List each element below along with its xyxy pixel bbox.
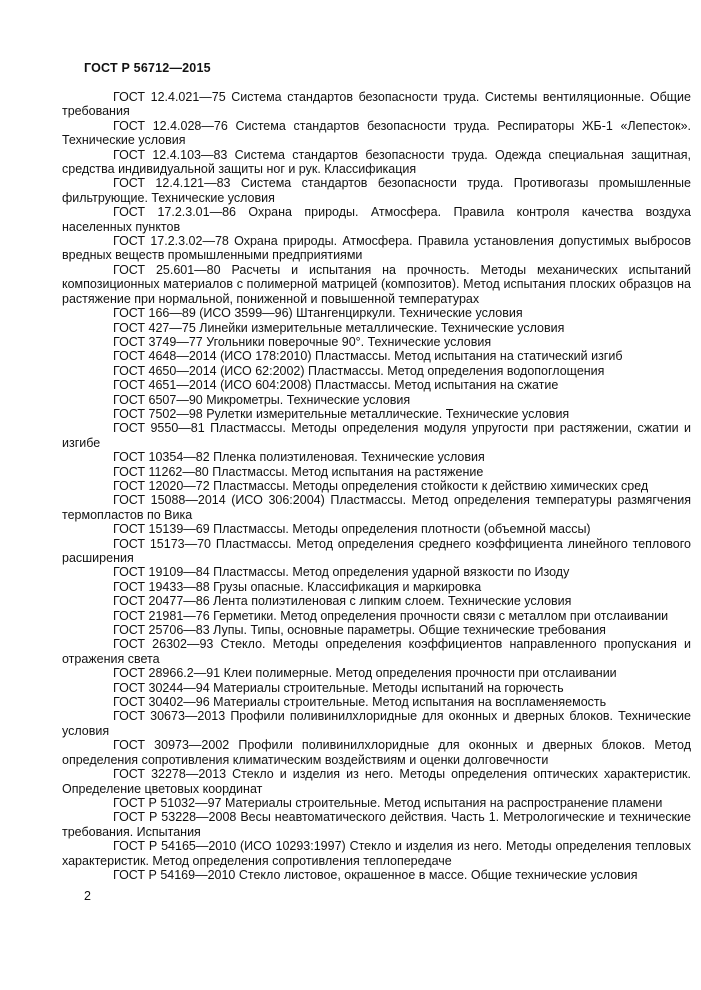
reference-item: ГОСТ Р 51032—97 Материалы строительные. Метод испытания на распространение пламени — [113, 795, 663, 810]
reference-item: ГОСТ 15173—70 Пластмассы. Метод определения среднего коэффициента линейного теплового расширения — [62, 536, 691, 565]
reference-item: ГОСТ 3749—77 Угольники поверочные 90°. Технические условия — [113, 334, 492, 349]
reference-item: ГОСТ 12020—72 Пластмассы. Методы определения стойкости к действию химических сред — [113, 478, 649, 493]
reference-item: ГОСТ Р 54165—2010 (ИСО 10293:1997) Стекло и изделия из него. Методы определения тепловых характеристик. Метод определения сопротивления теплопередаче — [62, 839, 691, 868]
references-list — [62, 90, 691, 882]
reference-item: ГОСТ 4651—2014 (ИСО 604:2008) Пластмассы. Метод испытания на сжатие — [113, 378, 559, 393]
running-header: ГОСТ Р 56712—2015 — [84, 61, 211, 75]
reference-item: ГОСТ 427—75 Линейки измерительные металлические. Технические условия — [113, 320, 565, 335]
reference-item: ГОСТ 10354—82 Пленка полиэтиленовая. Технические условия — [113, 450, 485, 465]
reference-item: ГОСТ 19109—84 Пластмассы. Метод определения ударной вязкости по Изоду — [113, 565, 570, 580]
reference-item: ГОСТ 30673—2013 Профили поливинилхлоридные для оконных и дверных блоков. Технические условия — [62, 709, 691, 738]
reference-item: ГОСТ 20477—86 Лента полиэтиленовая с липким слоем. Технические условия — [113, 594, 572, 609]
reference-item: ГОСТ 26302—93 Стекло. Методы определения коэффициентов направленного пропускания и отражения света — [62, 637, 691, 666]
reference-item: ГОСТ 32278—2013 Стекло и изделия из него. Методы определения оптических характеристик. Определение цветовых координат — [62, 767, 691, 796]
reference-item: ГОСТ 15139—69 Пластмассы. Методы определения плотности (объемной массы) — [113, 522, 591, 537]
reference-item: ГОСТ 17.2.3.02—78 Охрана природы. Атмосфера. Правила установления допустимых выбросов вредных веществ промышленными предприятиями — [62, 234, 691, 263]
reference-item: ГОСТ 11262—80 Пластмассы. Метод испытания на растяжение — [113, 464, 484, 479]
reference-item: ГОСТ 28966.2—91 Клеи полимерные. Метод определения прочности при отслаивании — [113, 666, 617, 681]
reference-item: ГОСТ 15088—2014 (ИСО 306:2004) Пластмассы. Метод определения температуры размягчения термопластов по Вика — [62, 493, 691, 522]
reference-item: ГОСТ Р 53228—2008 Весы неавтоматического действия. Часть 1. Метрологические и технические требования. Испытания — [62, 810, 691, 839]
reference-item: ГОСТ 12.4.103—83 Система стандартов безопасности труда. Одежда специальная защитная, средства индивидуальной защиты ног и рук. Классификация — [62, 147, 691, 177]
reference-item: ГОСТ 12.4.121—83 Система стандартов безопасности труда. Противогазы промышленные фильтрующие. Технические условия — [62, 176, 691, 205]
reference-item: ГОСТ Р 54169—2010 Стекло листовое, окрашенное в массе. Общие технические условия — [113, 867, 638, 882]
reference-item: ГОСТ 12.4.028—76 Система стандартов безопасности труда. Респираторы ЖБ-1 «Лепесток». Технические условия — [62, 118, 691, 148]
reference-item: ГОСТ 7502—98 Рулетки измерительные металлические. Технические условия — [113, 406, 570, 421]
page-number: 2 — [84, 889, 91, 903]
reference-item: ГОСТ 30244—94 Материалы строительные. Методы испытаний на горючесть — [113, 680, 564, 695]
reference-item: ГОСТ 30973—2002 Профили поливинилхлоридные для оконных и дверных блоков. Метод определения сопротивления климатическим воздействиям и оценки долговечности — [62, 738, 691, 767]
reference-item: ГОСТ 21981—76 Герметики. Метод определения прочности связи с металлом при отслаивании — [113, 608, 669, 623]
reference-item: ГОСТ 4650—2014 (ИСО 62:2002) Пластмассы. Метод определения водопоглощения — [113, 363, 605, 378]
reference-item: ГОСТ 25706—83 Лупы. Типы, основные параметры. Общие технические требования — [113, 623, 606, 638]
reference-item: ГОСТ 9550—81 Пластмассы. Методы определения модуля упругости при растяжении, сжатии и изгибе — [62, 421, 691, 450]
reference-item: ГОСТ 19433—88 Грузы опасные. Классификация и маркировка — [113, 579, 482, 594]
reference-item: ГОСТ 166—89 (ИСО 3599—96) Штангенциркули. Технические условия — [113, 306, 523, 321]
reference-item: ГОСТ 12.4.021—75 Система стандартов безопасности труда. Системы вентиляционные. Общие требования — [62, 90, 691, 119]
reference-item: ГОСТ 30402—96 Материалы строительные. Метод испытания на воспламеняемость — [113, 695, 607, 710]
reference-item: ГОСТ 4648—2014 (ИСО 178:2010) Пластмассы. Метод испытания на статический изгиб — [113, 349, 623, 364]
reference-item: ГОСТ 6507—90 Микрометры. Технические условия — [113, 392, 411, 407]
reference-item: ГОСТ 25.601—80 Расчеты и испытания на прочность. Методы механических испытаний композиционных материалов с полимерной матрицей (композитов). Метод испытания плоских образцов на растяжение при нормальной, пониженной и повышенной температурах — [62, 262, 691, 306]
reference-item: ГОСТ 17.2.3.01—86 Охрана природы. Атмосфера. Правила контроля качества воздуха населенных пунктов — [62, 205, 691, 234]
